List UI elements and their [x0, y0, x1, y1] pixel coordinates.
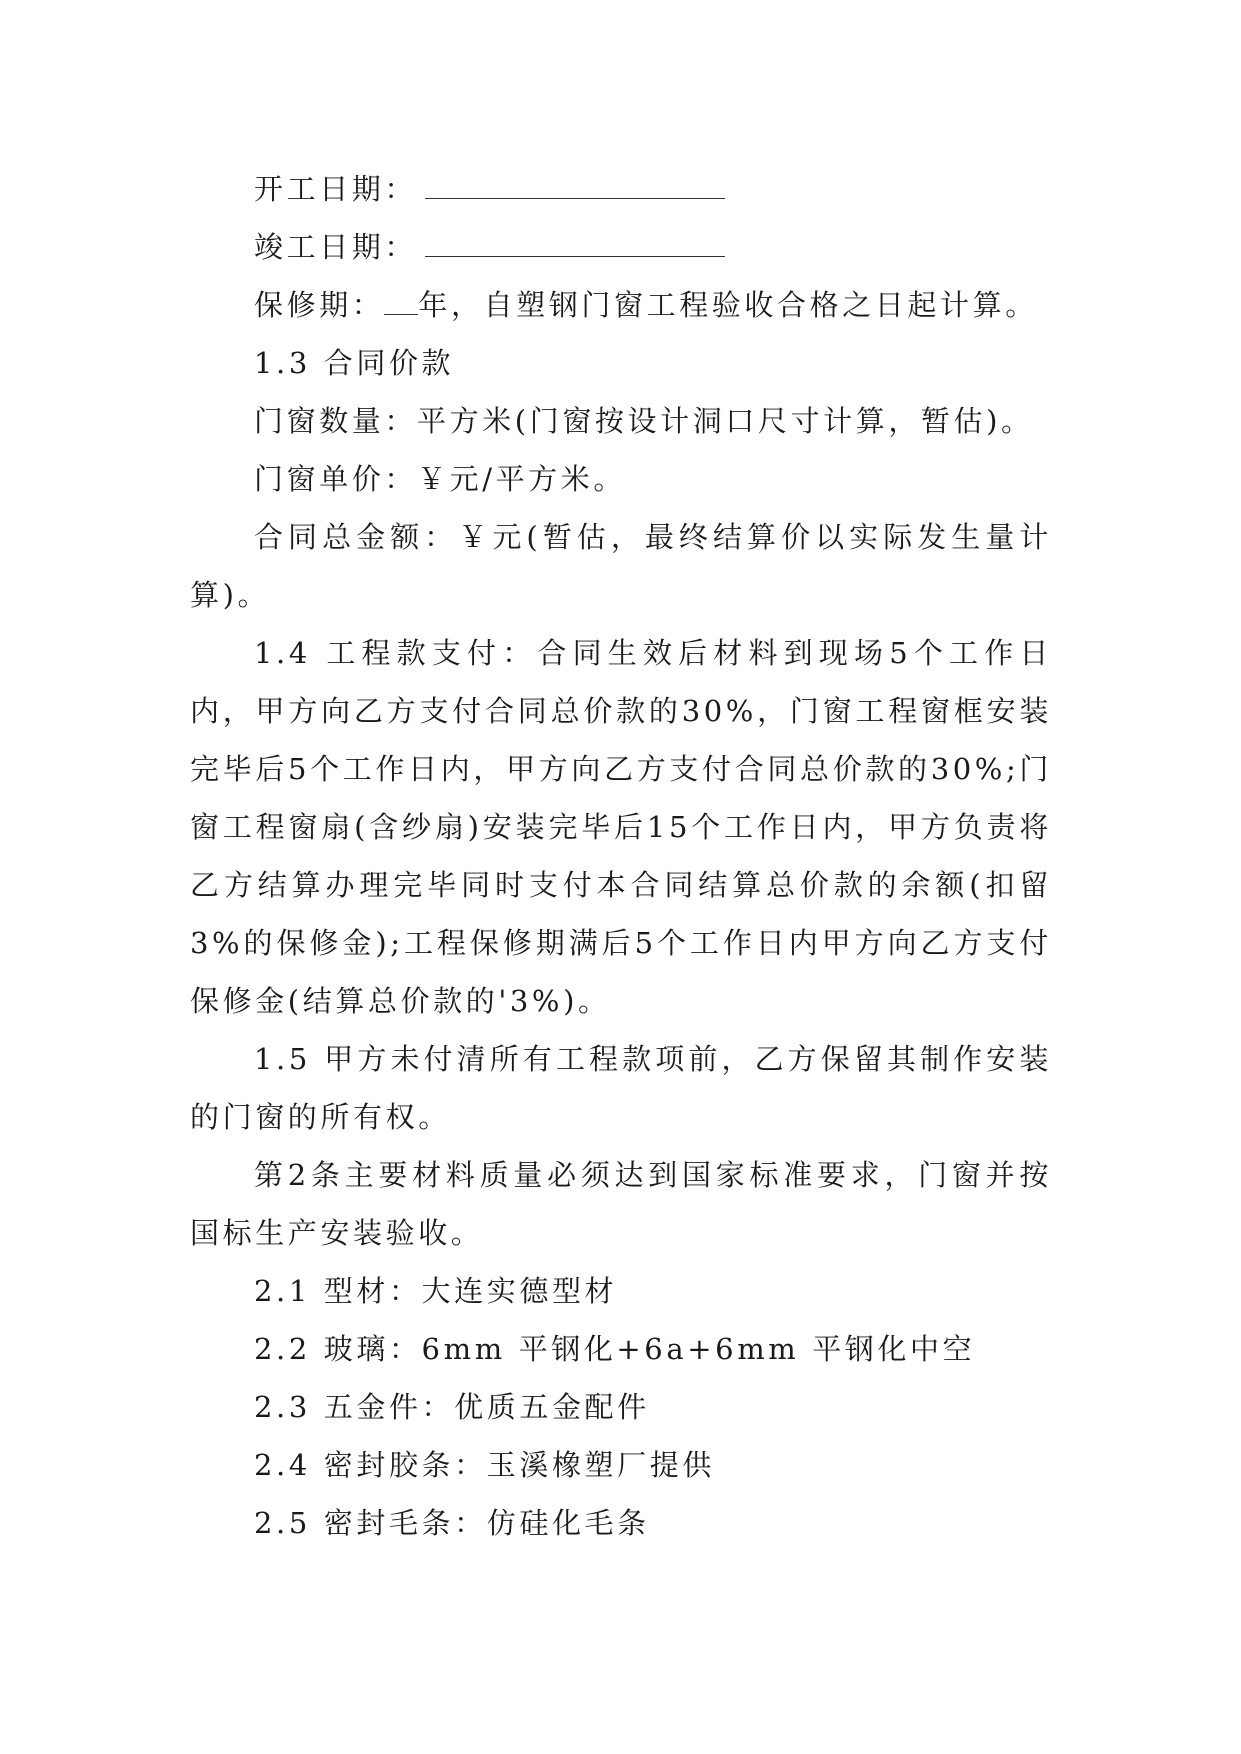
article-2-heading: 第2条主要材料质量必须达到国家标准要求，门窗并按国标生产安装验收。 [190, 1158, 1052, 1250]
warranty-years-blank [384, 294, 418, 315]
end-date-label: 竣工日期： [254, 230, 418, 264]
warranty-suffix: 年，自塑钢门窗工程验收合格之日起计算。 [418, 288, 1038, 322]
item-2-1-profile: 2.1 型材：大连实德型材 [254, 1274, 618, 1308]
item-2-2-glass: 2.2 玻璃：6mm 平钢化+6a+6mm 平钢化中空 [254, 1332, 976, 1366]
warranty-line [190, 276, 1052, 334]
start-date-blank [425, 178, 725, 199]
window-unit-price: 门窗单价：￥元/平方米。 [254, 462, 626, 496]
window-quantity: 门窗数量：平方米(门窗按设计洞口尺寸计算，暂估)。 [254, 404, 1034, 438]
end-date-blank [425, 236, 725, 257]
section-1-5-ownership: 1.5 甲方未付清所有工程款项前，乙方保留其制作安装的门窗的所有权。 [190, 1042, 1052, 1134]
end-date-line [190, 218, 1052, 276]
document-body [190, 160, 1052, 1552]
section-1-4-payment: 1.4 工程款支付：合同生效后材料到现场5个工作日内，甲方向乙方支付合同总价款的30%，门窗工程窗框安装完毕后5个工作日内，甲方向乙方支付合同总价款的30%;门窗工程窗扇(含纱扇)安装完毕后15个工作日内，甲方负责将乙方结算办理完毕同时支付本合同结算总价款的余额(扣留3%的保修金);工程保修期满后5个工作日内甲方向乙方支付保修金(结算总价款的'3%)。 [190, 636, 1052, 1018]
warranty-prefix: 保修期： [254, 288, 385, 322]
item-2-5-wool-strip: 2.5 密封毛条：仿硅化毛条 [254, 1506, 650, 1540]
item-2-3-hardware: 2.3 五金件：优质五金配件 [254, 1390, 650, 1424]
start-date-line [190, 160, 1052, 218]
item-2-4-seal-strip: 2.4 密封胶条：玉溪橡塑厂提供 [254, 1448, 715, 1482]
contract-total: 合同总金额：￥元(暂估，最终结算价以实际发生量计算)。 [190, 520, 1052, 612]
start-date-label: 开工日期： [254, 172, 418, 206]
section-1-3-heading: 1.3 合同价款 [254, 346, 455, 380]
